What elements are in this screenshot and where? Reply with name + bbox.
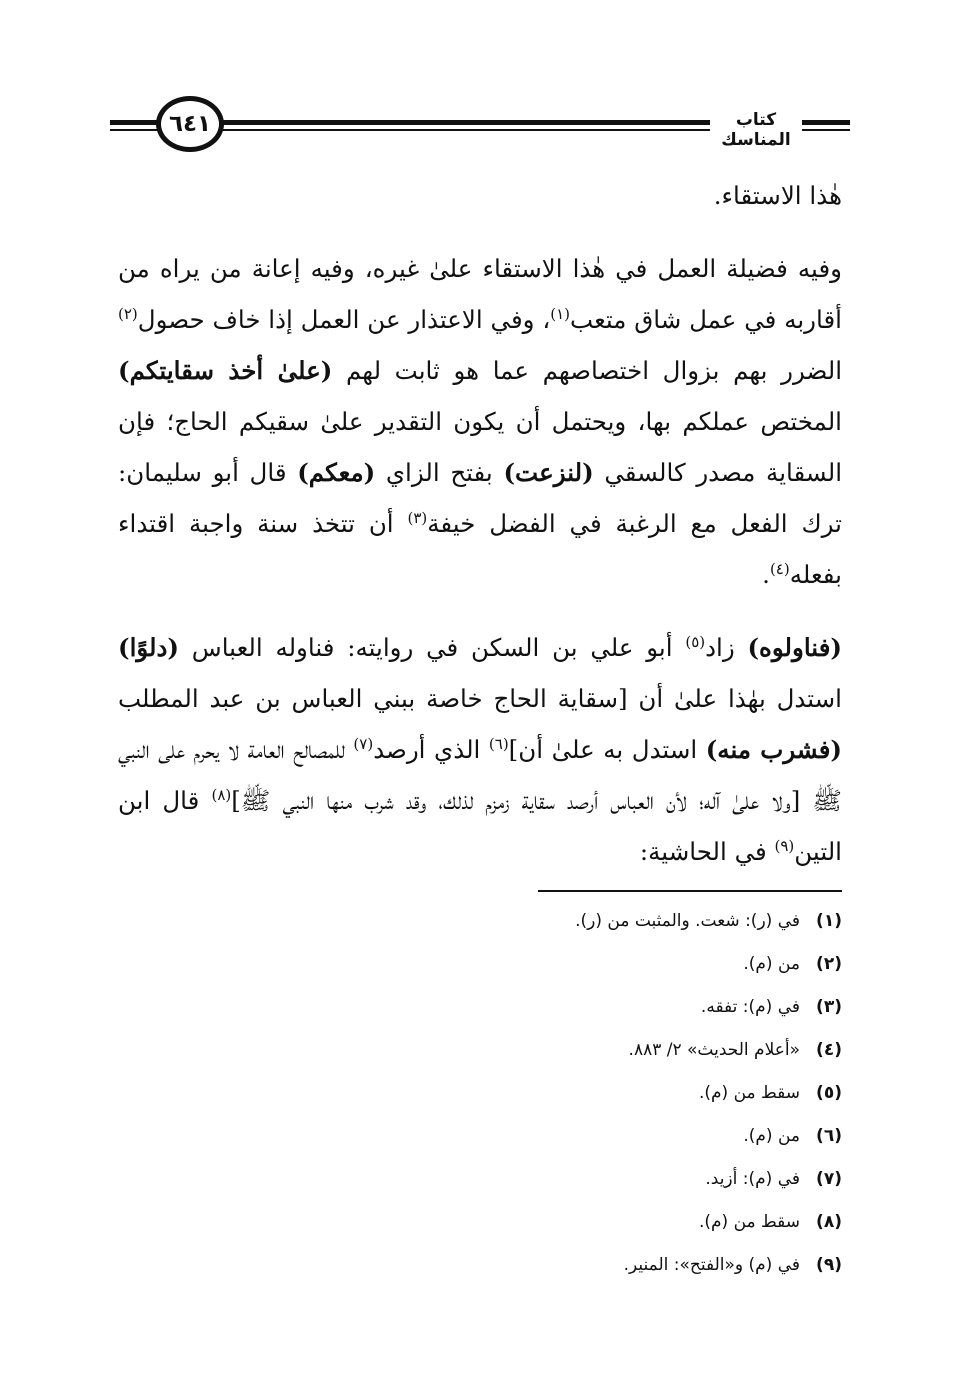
footnote-number: (٦)	[816, 1126, 842, 1146]
text-run: قال أبو سليمان: ترك الفعل مع الرغبة في الفضل خيفة	[118, 458, 842, 538]
footnote-text: «أعلام الحديث» ٢/ ٨٨٣.	[628, 1040, 800, 1060]
footnote-item	[300, 900, 842, 943]
text-run: المختص عملكم بها، ويحتمل أن يكون التقدير علىٰ سقيكم الحاج؛ فإن السقاية مصدر كالسقي	[118, 407, 842, 487]
main-text	[118, 170, 842, 877]
paragraph-3	[118, 622, 842, 877]
footnote-item	[300, 1158, 842, 1201]
footnote-number: (٤)	[816, 1040, 842, 1060]
text-run: أن تتخذ سنة واجبة اقتداء بفعله	[118, 509, 842, 589]
footnote-ref-1: (١)	[550, 304, 571, 323]
bold-term: (دلوًا)	[118, 633, 180, 662]
footnote-item	[300, 1115, 842, 1158]
page-number: ٦٤١	[168, 111, 212, 137]
footnote-ref-5: (٥)	[685, 632, 706, 651]
bold-term: (معكم)	[297, 458, 376, 487]
paragraph-1	[118, 170, 842, 221]
text-run: .	[762, 560, 770, 589]
footnotes-list	[300, 900, 842, 1287]
header-rule-right-thin	[802, 129, 850, 131]
footnote-item	[300, 1029, 842, 1072]
footnote-text: سقط من (م).	[698, 1083, 800, 1103]
text-run: استدل به علىٰ أن]	[508, 735, 706, 764]
footnote-text: من (م).	[743, 954, 800, 974]
footnote-number: (٢)	[816, 954, 842, 974]
bold-term: (فشرب منه)	[705, 735, 842, 764]
footnote-ref-2: (٢)	[118, 304, 138, 323]
running-title: كتاب المناسك	[710, 110, 802, 150]
header-rule-left	[110, 120, 162, 125]
footnote-item	[300, 1244, 842, 1287]
footnote-item	[300, 943, 842, 986]
footnote-text: في (ر): شعت. والمثبت من (ر).	[575, 911, 800, 931]
text-run: استدل بهٰذا علىٰ أن [سقاية الحاج خاصة ببني العباس بن عبد المطلب	[118, 684, 842, 713]
footnote-ref-7: (٧)	[353, 734, 374, 753]
footnote-text: في (م): أزيد.	[705, 1169, 800, 1189]
footnote-number: (٥)	[816, 1083, 842, 1103]
paragraph-2	[118, 243, 842, 600]
bold-term: (فناولوه)	[747, 633, 842, 662]
text-run: زاد	[705, 633, 748, 662]
footnote-number: (٩)	[816, 1255, 842, 1275]
footnote-ref-3: (٣)	[407, 508, 428, 527]
footnote-item	[300, 986, 842, 1029]
footnote-number: (٣)	[816, 997, 842, 1017]
page-header	[110, 96, 850, 156]
header-rule-middle-thin	[220, 129, 712, 131]
footnote-text: سقط من (م).	[698, 1212, 800, 1232]
footnote-ref-8: (٨)	[211, 785, 232, 804]
footnote-number: (٨)	[816, 1212, 842, 1232]
page-number-badge	[156, 96, 224, 152]
text-run: الذي أرصد	[373, 735, 489, 764]
footnote-ref-9: (٩)	[774, 836, 795, 855]
footnote-text: في (م) و«الفتح»: المنير.	[623, 1255, 800, 1275]
footnote-number: (٧)	[816, 1169, 842, 1189]
footnote-item	[300, 1072, 842, 1115]
text-run: الضرر بهم بزوال اختصاصهم عما هو ثابت لهم	[332, 356, 842, 385]
text-run: قال ابن التين	[118, 786, 842, 866]
footnote-item	[300, 1201, 842, 1244]
text-run: وفيه فضيلة العمل في هٰذا الاستقاء علىٰ غيره، وفيه إعانة من يراه من أقاربه في عمل شاق متعب	[118, 254, 842, 334]
footnote-ref-4: (٤)	[769, 559, 790, 578]
header-rule-left-thin	[110, 129, 162, 131]
footnote-text: في (م): تفقه.	[700, 997, 800, 1017]
text-run: أبو علي بن السكن في روايته: فناوله العباس	[179, 633, 686, 662]
footnote-text: من (م).	[743, 1126, 800, 1146]
header-rule-middle	[220, 120, 712, 125]
footnote-ref-6: (٦)	[488, 734, 509, 753]
bold-term: (علىٰ أخذ سقايتكم)	[118, 356, 333, 385]
text-run: ، وفي الاعتذار عن العمل إذا خاف حصول	[137, 305, 551, 334]
bold-term: (لنزعت)	[503, 458, 594, 487]
text-run: للمصالح العامة لا يحرم على النبي ﷺ [ولا علىٰ آله؛ لأن العباس أرصد سقاية زمزم لذلك، وقد شرب منها النبي ﷺ]	[118, 735, 842, 815]
footnote-separator	[538, 890, 842, 892]
footnote-number: (١)	[816, 911, 842, 931]
header-rule-right	[802, 120, 850, 125]
text-run: في الحاشية:	[639, 837, 775, 866]
paragraph-1-text: هٰذا الاستقاء.	[713, 181, 842, 210]
text-run: بفتح الزاي	[375, 458, 504, 487]
